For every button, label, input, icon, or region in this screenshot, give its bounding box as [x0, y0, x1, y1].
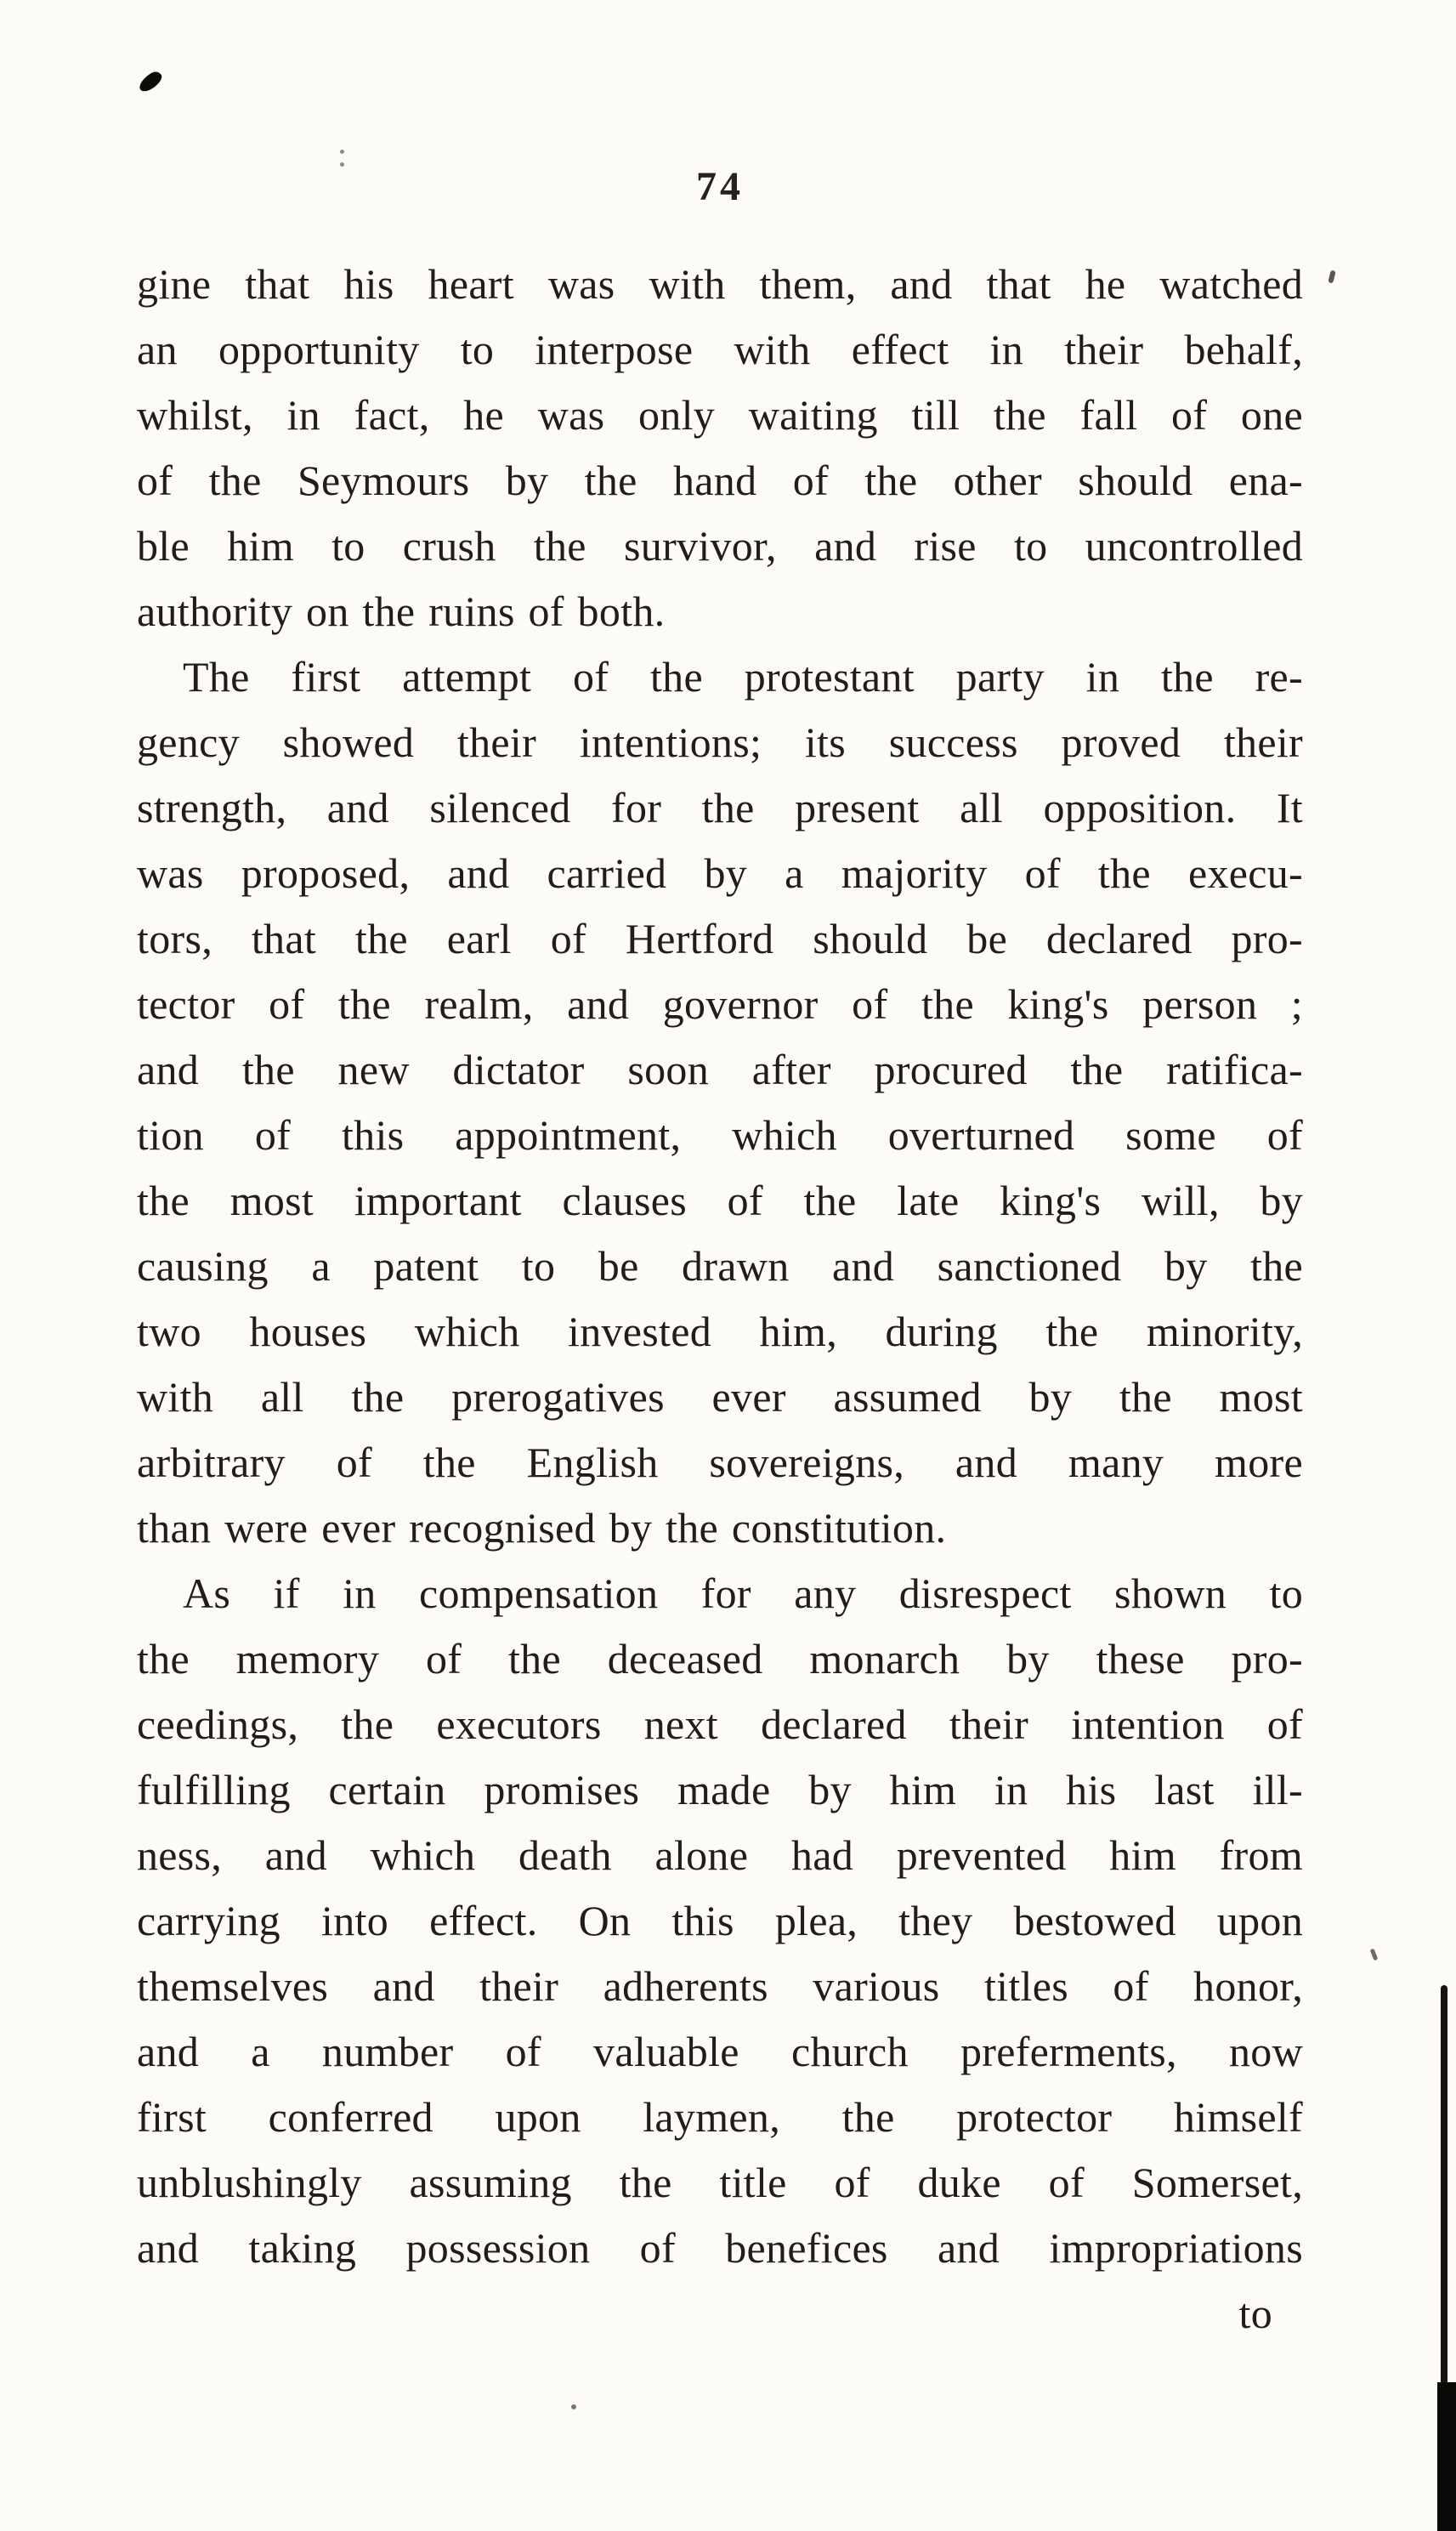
text-line: gency showed their intentions; its success proved their	[137, 718, 1303, 766]
text-line: and taking possession of benefices and impropriations	[137, 2224, 1303, 2272]
ink-mark	[136, 69, 165, 94]
text-line: of the Seymours by the hand of the other should ena-	[137, 457, 1303, 504]
ink-speck	[571, 2404, 576, 2409]
text-line: and the new dictator soon after procured the ratifica-	[137, 1046, 1303, 1093]
scan-edge-bar	[1437, 2382, 1456, 2531]
text-line: The first attempt of the protestant party in the re-	[183, 653, 1303, 701]
text-line: an opportunity to interpose with effect in their behalf,	[137, 326, 1303, 373]
text-line: tion of this appointment, which overturned some of	[137, 1111, 1303, 1159]
text-line: fulfilling certain promises made by him in his last ill-	[137, 1766, 1303, 1813]
text-line: the memory of the deceased monarch by these pro-	[137, 1635, 1303, 1683]
text-line: was proposed, and carried by a majority of the execu-	[137, 849, 1303, 897]
text-line: As if in compensation for any disrespect shown to	[183, 1569, 1303, 1617]
text-line: tector of the realm, and governor of the king's person ;	[137, 980, 1303, 1028]
text-line: whilst, in fact, he was only waiting till the fall of one	[137, 391, 1303, 439]
text-line: with all the prerogatives ever assumed by the most	[137, 1373, 1303, 1421]
text-line: ble him to crush the survivor, and rise to uncontrolled	[137, 522, 1303, 570]
text-line: first conferred upon laymen, the protector himself	[137, 2093, 1303, 2141]
text-line: tors, that the earl of Hertford should be declared pro-	[137, 915, 1303, 962]
ink-speck	[340, 150, 344, 154]
page-number: 74	[696, 164, 744, 209]
text-line: two houses which invested him, during the minority,	[137, 1308, 1303, 1355]
ink-speck	[1370, 1949, 1379, 1961]
catchword: to	[1238, 2290, 1272, 2337]
text-line: ness, and which death alone had prevented him from	[137, 1831, 1303, 1879]
text-line: the most important clauses of the late king's will, by	[137, 1177, 1303, 1224]
text-line: unblushingly assuming the title of duke of Somerset,	[137, 2159, 1303, 2206]
text-block	[137, 252, 1303, 2347]
text-line: themselves and their adherents various titles of honor,	[137, 1962, 1303, 2010]
text-line: and a number of valuable church preferments, now	[137, 2028, 1303, 2075]
text-line: causing a patent to be drawn and sanctioned by the	[137, 1242, 1303, 1290]
text-line: carrying into effect. On this plea, they bestowed upon	[137, 1897, 1303, 1944]
text-line: gine that his heart was with them, and that he watched	[137, 260, 1303, 308]
text-line: strength, and silenced for the present all opposition. It	[137, 784, 1303, 831]
text-line: than were ever recognised by the constitution.	[137, 1504, 947, 1552]
text-line: ceedings, the executors next declared their intention of	[137, 1700, 1303, 1748]
ink-speck	[1328, 270, 1335, 283]
text-line: arbitrary of the English sovereigns, and many more	[137, 1439, 1303, 1486]
text-line: authority on the ruins of both.	[137, 587, 666, 635]
